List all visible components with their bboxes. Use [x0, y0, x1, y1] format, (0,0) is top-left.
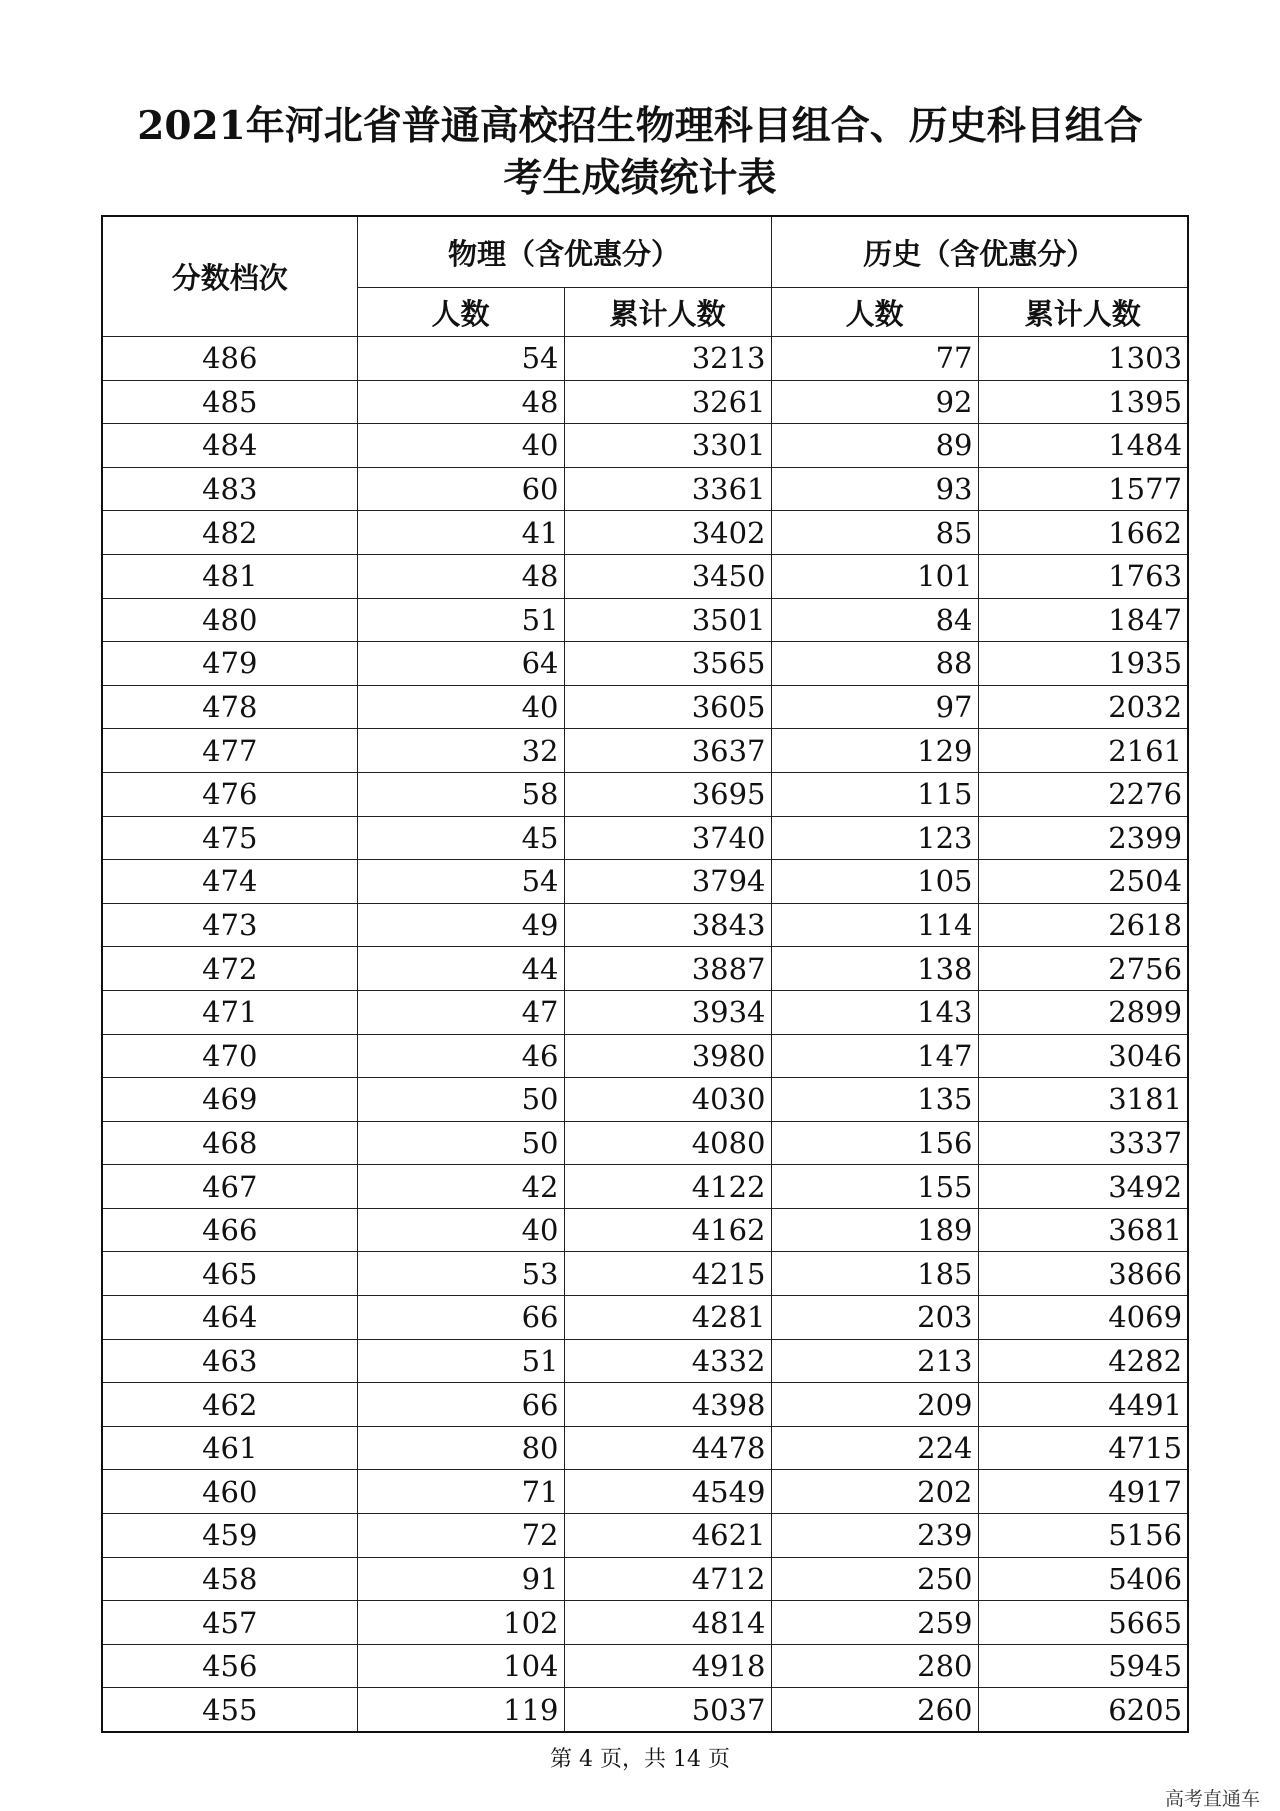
history-count-cell: 203 — [771, 1296, 978, 1340]
brand-label: 高考直通车 — [1164, 1788, 1260, 1810]
table-row — [102, 511, 1188, 555]
score-cell: 462 — [102, 1383, 357, 1427]
physics-cumulative-cell: 4621 — [564, 1514, 771, 1558]
history-cumulative-cell: 4282 — [978, 1339, 1188, 1383]
history-count-cell: 155 — [771, 1165, 978, 1209]
history-count-cell: 85 — [771, 511, 978, 555]
table-row — [102, 1165, 1188, 1209]
score-cell: 477 — [102, 729, 357, 773]
physics-cumulative-cell: 4080 — [564, 1121, 771, 1165]
history-count-cell: 224 — [771, 1426, 978, 1470]
physics-cumulative-cell: 4814 — [564, 1601, 771, 1645]
score-cell: 483 — [102, 467, 357, 511]
history-count-cell: 123 — [771, 816, 978, 860]
table-row — [102, 1121, 1188, 1165]
physics-count-cell: 60 — [357, 467, 564, 511]
history-count-cell: 89 — [771, 424, 978, 468]
history-count-cell: 250 — [771, 1557, 978, 1601]
physics-count-cell: 40 — [357, 685, 564, 729]
physics-cumulative-cell: 3605 — [564, 685, 771, 729]
physics-cumulative-cell: 4215 — [564, 1252, 771, 1296]
physics-cumulative-cell: 3980 — [564, 1034, 771, 1078]
score-cell: 475 — [102, 816, 357, 860]
physics-cumulative-cell: 3637 — [564, 729, 771, 773]
history-cumulative-cell: 4917 — [978, 1470, 1188, 1514]
history-group-header: 历史（含优惠分） — [771, 216, 1188, 288]
table-row — [102, 1252, 1188, 1296]
physics-cumulative-cell: 4332 — [564, 1339, 771, 1383]
table-row — [102, 685, 1188, 729]
title-line-2: 考生成绩统计表 — [503, 155, 777, 201]
history-count-cell: 77 — [771, 337, 978, 381]
history-count-cell: 156 — [771, 1121, 978, 1165]
physics-cumulative-cell: 3301 — [564, 424, 771, 468]
score-cell: 471 — [102, 990, 357, 1034]
history-cumulative-cell: 1484 — [978, 424, 1188, 468]
history-cumulative-cell: 1662 — [978, 511, 1188, 555]
table-row — [102, 424, 1188, 468]
physics-count-cell: 32 — [357, 729, 564, 773]
physics-count-cell: 48 — [357, 554, 564, 598]
history-cumulative-cell: 5406 — [978, 1557, 1188, 1601]
physics-cumulative-cell: 3843 — [564, 903, 771, 947]
score-cell: 470 — [102, 1034, 357, 1078]
score-cell: 481 — [102, 554, 357, 598]
score-cell: 474 — [102, 860, 357, 904]
physics-cumulative-cell: 4398 — [564, 1383, 771, 1427]
history-count-cell: 209 — [771, 1383, 978, 1427]
table-row — [102, 816, 1188, 860]
score-cell: 473 — [102, 903, 357, 947]
physics-count-cell: 48 — [357, 380, 564, 424]
history-count-cell: 84 — [771, 598, 978, 642]
score-cell: 476 — [102, 772, 357, 816]
physics-count-cell: 40 — [357, 424, 564, 468]
table-body — [102, 337, 1188, 1733]
table-row — [102, 1296, 1188, 1340]
score-cell: 461 — [102, 1426, 357, 1470]
table-row — [102, 860, 1188, 904]
history-cumulative-cell: 2032 — [978, 685, 1188, 729]
history-count-cell: 259 — [771, 1601, 978, 1645]
physics-count-cell: 44 — [357, 947, 564, 991]
history-count-cell: 92 — [771, 380, 978, 424]
history-count-cell: 114 — [771, 903, 978, 947]
physics-cumulative-cell: 3501 — [564, 598, 771, 642]
physics-count-cell: 58 — [357, 772, 564, 816]
history-cumulative-cell: 2899 — [978, 990, 1188, 1034]
history-cumulative-cell: 3181 — [978, 1078, 1188, 1122]
score-cell: 486 — [102, 337, 357, 381]
history-cumulative-cell: 2276 — [978, 772, 1188, 816]
table-row — [102, 1426, 1188, 1470]
history-count-cell: 185 — [771, 1252, 978, 1296]
score-cell: 456 — [102, 1644, 357, 1688]
table-row — [102, 772, 1188, 816]
history-count-cell: 143 — [771, 990, 978, 1034]
physics-cumulative-cell: 3794 — [564, 860, 771, 904]
history-count-cell: 105 — [771, 860, 978, 904]
history-cumulative-cell: 5156 — [978, 1514, 1188, 1558]
table-row — [102, 947, 1188, 991]
history-count-header: 人数 — [771, 288, 978, 337]
table-row — [102, 1601, 1188, 1645]
physics-cumulative-cell: 3450 — [564, 554, 771, 598]
physics-count-cell: 50 — [357, 1078, 564, 1122]
history-count-cell: 280 — [771, 1644, 978, 1688]
physics-count-cell: 40 — [357, 1208, 564, 1252]
history-count-cell: 101 — [771, 554, 978, 598]
table-row — [102, 1078, 1188, 1122]
physics-count-cell: 49 — [357, 903, 564, 947]
history-cumulative-cell: 2504 — [978, 860, 1188, 904]
physics-count-cell: 45 — [357, 816, 564, 860]
history-cumulative-cell: 3492 — [978, 1165, 1188, 1209]
score-cell: 460 — [102, 1470, 357, 1514]
score-cell: 480 — [102, 598, 357, 642]
physics-cumulative-cell: 5037 — [564, 1688, 771, 1732]
history-cumulative-cell: 1303 — [978, 337, 1188, 381]
history-cumulative-cell: 4491 — [978, 1383, 1188, 1427]
physics-count-cell: 46 — [357, 1034, 564, 1078]
table-row — [102, 642, 1188, 686]
score-cell: 463 — [102, 1339, 357, 1383]
history-count-cell: 138 — [771, 947, 978, 991]
score-cell: 468 — [102, 1121, 357, 1165]
score-cell: 458 — [102, 1557, 357, 1601]
table-row — [102, 1514, 1188, 1558]
history-cumulative-cell: 2399 — [978, 816, 1188, 860]
table-row — [102, 1470, 1188, 1514]
score-cell: 455 — [102, 1688, 357, 1732]
table-row — [102, 1034, 1188, 1078]
history-cumulative-cell: 2756 — [978, 947, 1188, 991]
history-count-cell: 129 — [771, 729, 978, 773]
physics-count-header: 人数 — [357, 288, 564, 337]
physics-count-cell: 47 — [357, 990, 564, 1034]
table-row — [102, 337, 1188, 381]
history-cumulative-cell: 1395 — [978, 380, 1188, 424]
score-cell: 472 — [102, 947, 357, 991]
table-row — [102, 467, 1188, 511]
score-cell: 464 — [102, 1296, 357, 1340]
physics-cumulative-cell: 3261 — [564, 380, 771, 424]
history-cumulative-cell: 1763 — [978, 554, 1188, 598]
history-cumulative-cell: 1577 — [978, 467, 1188, 511]
history-cumulative-cell: 3337 — [978, 1121, 1188, 1165]
table-row — [102, 598, 1188, 642]
score-cell: 479 — [102, 642, 357, 686]
physics-cumulative-cell: 4162 — [564, 1208, 771, 1252]
physics-cumulative-cell: 4549 — [564, 1470, 771, 1514]
physics-cumulative-cell: 3695 — [564, 772, 771, 816]
table-row — [102, 1557, 1188, 1601]
physics-cumulative-cell: 4712 — [564, 1557, 771, 1601]
history-count-cell: 260 — [771, 1688, 978, 1732]
history-cumulative-cell: 5945 — [978, 1644, 1188, 1688]
physics-count-cell: 66 — [357, 1383, 564, 1427]
history-count-cell: 97 — [771, 685, 978, 729]
score-column-header: 分数档次 — [102, 216, 357, 337]
score-cell: 484 — [102, 424, 357, 468]
history-cumulative-cell: 6205 — [978, 1688, 1188, 1732]
table-row — [102, 903, 1188, 947]
physics-count-cell: 42 — [357, 1165, 564, 1209]
physics-count-cell: 80 — [357, 1426, 564, 1470]
history-count-cell: 135 — [771, 1078, 978, 1122]
table-row — [102, 729, 1188, 773]
physics-cumulative-cell: 4918 — [564, 1644, 771, 1688]
score-cell: 485 — [102, 380, 357, 424]
physics-cumulative-header: 累计人数 — [564, 288, 771, 337]
physics-cumulative-cell: 3934 — [564, 990, 771, 1034]
history-count-cell: 239 — [771, 1514, 978, 1558]
physics-count-cell: 91 — [357, 1557, 564, 1601]
physics-cumulative-cell: 3361 — [564, 467, 771, 511]
physics-count-cell: 50 — [357, 1121, 564, 1165]
history-cumulative-cell: 3681 — [978, 1208, 1188, 1252]
physics-count-cell: 51 — [357, 598, 564, 642]
history-cumulative-cell: 2161 — [978, 729, 1188, 773]
history-cumulative-cell: 3046 — [978, 1034, 1188, 1078]
history-count-cell: 147 — [771, 1034, 978, 1078]
table-row — [102, 1644, 1188, 1688]
physics-count-cell: 102 — [357, 1601, 564, 1645]
history-count-cell: 88 — [771, 642, 978, 686]
history-cumulative-cell: 2618 — [978, 903, 1188, 947]
history-count-cell: 213 — [771, 1339, 978, 1383]
physics-count-cell: 119 — [357, 1688, 564, 1732]
physics-count-cell: 104 — [357, 1644, 564, 1688]
score-statistics-table — [101, 215, 1189, 1733]
physics-cumulative-cell: 3402 — [564, 511, 771, 555]
history-count-cell: 189 — [771, 1208, 978, 1252]
physics-cumulative-cell: 3213 — [564, 337, 771, 381]
score-cell: 465 — [102, 1252, 357, 1296]
score-cell: 466 — [102, 1208, 357, 1252]
score-cell: 457 — [102, 1601, 357, 1645]
history-count-cell: 93 — [771, 467, 978, 511]
physics-count-cell: 53 — [357, 1252, 564, 1296]
table-row — [102, 554, 1188, 598]
table-row — [102, 1688, 1188, 1732]
physics-cumulative-cell: 4122 — [564, 1165, 771, 1209]
score-cell: 478 — [102, 685, 357, 729]
score-cell: 459 — [102, 1514, 357, 1558]
history-count-cell: 202 — [771, 1470, 978, 1514]
physics-count-cell: 64 — [357, 642, 564, 686]
physics-count-cell: 41 — [357, 511, 564, 555]
physics-cumulative-cell: 4478 — [564, 1426, 771, 1470]
physics-cumulative-cell: 3565 — [564, 642, 771, 686]
score-cell: 482 — [102, 511, 357, 555]
physics-count-cell: 71 — [357, 1470, 564, 1514]
page-number: 第 4 页，共 14 页 — [550, 1747, 730, 1772]
table-row — [102, 1208, 1188, 1252]
physics-count-cell: 54 — [357, 860, 564, 904]
physics-count-cell: 72 — [357, 1514, 564, 1558]
header-row-1 — [102, 216, 1188, 288]
title-line-1: 2021年河北省普通高校招生物理科目组合、历史科目组合 — [137, 103, 1143, 149]
physics-count-cell: 54 — [357, 337, 564, 381]
physics-count-cell: 51 — [357, 1339, 564, 1383]
physics-count-cell: 66 — [357, 1296, 564, 1340]
table-row — [102, 380, 1188, 424]
score-cell: 467 — [102, 1165, 357, 1209]
history-cumulative-cell: 4069 — [978, 1296, 1188, 1340]
table-row — [102, 1383, 1188, 1427]
page-title — [0, 100, 1280, 204]
history-cumulative-cell: 1935 — [978, 642, 1188, 686]
physics-cumulative-cell: 3887 — [564, 947, 771, 991]
history-count-cell: 115 — [771, 772, 978, 816]
history-cumulative-cell: 5665 — [978, 1601, 1188, 1645]
physics-group-header: 物理（含优惠分） — [357, 216, 771, 288]
table-row — [102, 990, 1188, 1034]
physics-cumulative-cell: 4281 — [564, 1296, 771, 1340]
score-cell: 469 — [102, 1078, 357, 1122]
history-cumulative-cell: 1847 — [978, 598, 1188, 642]
physics-cumulative-cell: 3740 — [564, 816, 771, 860]
physics-cumulative-cell: 4030 — [564, 1078, 771, 1122]
history-cumulative-cell: 3866 — [978, 1252, 1188, 1296]
history-cumulative-cell: 4715 — [978, 1426, 1188, 1470]
history-cumulative-header: 累计人数 — [978, 288, 1188, 337]
table-row — [102, 1339, 1188, 1383]
